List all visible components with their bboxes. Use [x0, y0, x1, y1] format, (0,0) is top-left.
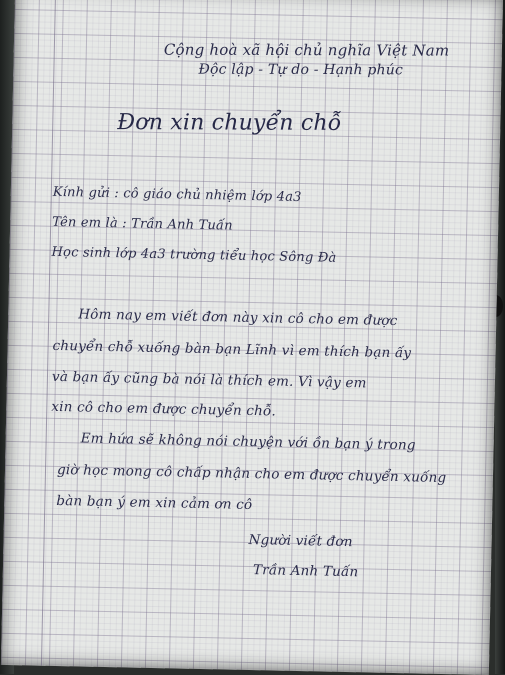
body-line: giờ học mong cô chấp nhận cho em được chuyển xuống [56, 461, 447, 487]
header-slogan: Độc lập - Tự do - Hạnh phúc [198, 61, 404, 79]
recipient-line: Kính gửi : cô giáo chủ nhiệm lớp 4a3 [52, 184, 302, 206]
letter-title: Đơn xin chuyển chỗ [117, 110, 342, 136]
header-national-motto: Cộng hoà xã hội chủ nghĩa Việt Nam [163, 40, 450, 60]
body-line: Hôm nay em viết đơn này xin cô cho em được [78, 306, 398, 330]
body-line: bàn bạn ý em xin cảm ơn cô [56, 492, 253, 514]
sender-name-line: Tên em là : Trần Anh Tuấn [52, 214, 233, 234]
sender-school-line: Học sinh lớp 4a3 trường tiểu học Sông Đà [51, 244, 337, 266]
body-line: chuyển chỗ xuống bàn bạn Lĩnh vì em thích bạn ấy [52, 337, 412, 362]
body-line: và bạn ấy cũng bà nói là thích em. Vì vậy em [51, 368, 367, 392]
body-line: Em hứa sẽ không nói chuyện với ồn bạn ý trong [80, 430, 416, 454]
signature: Trần Anh Tuấn [252, 562, 359, 581]
body-line: xin cô cho em được chuyển chỗ. [51, 398, 277, 420]
margin-line [41, 0, 56, 666]
notebook-page [1, 0, 503, 675]
closing-label: Người viết đơn [248, 531, 353, 551]
